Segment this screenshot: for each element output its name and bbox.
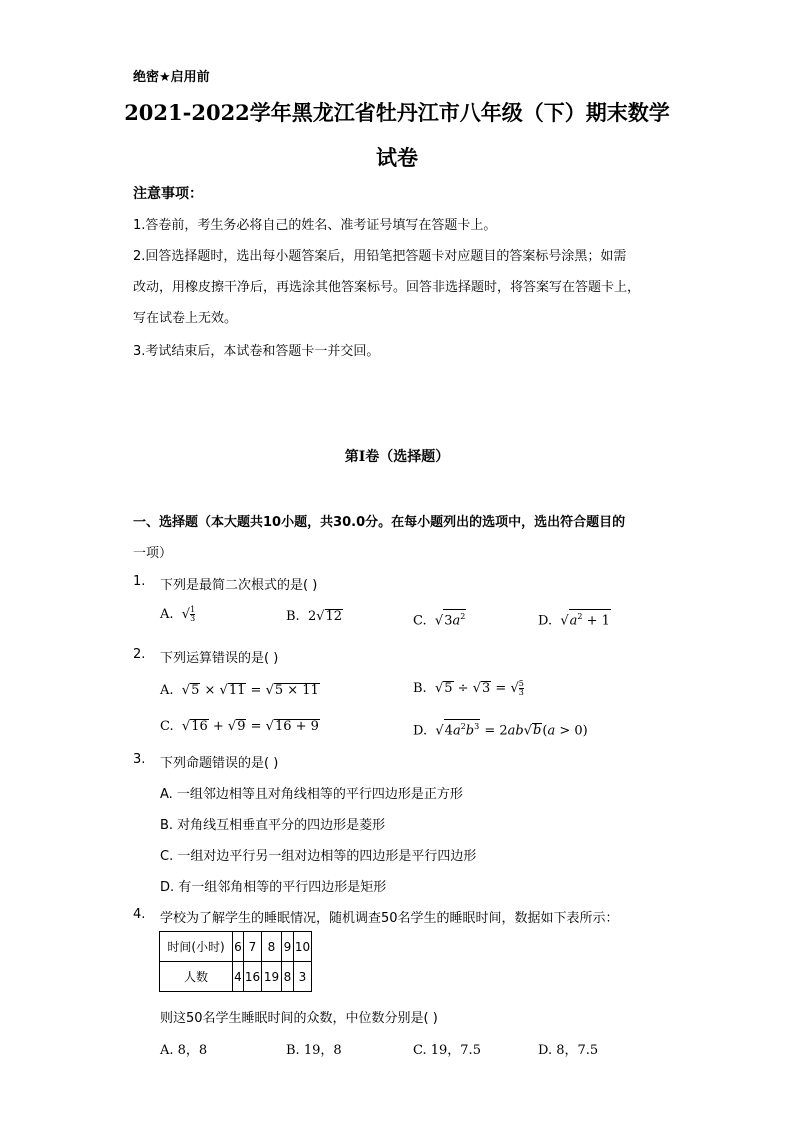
- table-cell: 6: [233, 932, 244, 962]
- q1-text: 下列是最简二次根式的是( ): [160, 578, 318, 593]
- q3-text: 下列命题错误的是( ): [160, 756, 279, 771]
- table-row: [160, 962, 312, 992]
- confidential-label: 绝密★启用前: [133, 70, 210, 85]
- q3-option-a: A. 一组邻边相等且对角线相等的平行四边形是正方形: [160, 787, 463, 802]
- exam-title: 2021-2022学年黑龙江省牡丹江市八年级（下）期末数学: [124, 100, 670, 125]
- q2-option-c: C. √16 + √9 = √16 + 9: [160, 719, 319, 734]
- option-c-label: C.: [413, 613, 427, 629]
- q1-option-d: D. $√a^2 + 1$: [538, 609, 611, 628]
- q4-number: 4.: [133, 907, 146, 922]
- table-cell: 7: [244, 932, 262, 962]
- table-cell: 9: [282, 932, 294, 962]
- table-cell: 3: [294, 962, 312, 992]
- part-heading: 一、选择题（本大题共10小题，共30.0分。在每小题列出的选项中，选出符合题目的: [133, 515, 626, 530]
- section-title: 第I卷（选择题）: [344, 449, 450, 465]
- table-cell: 19: [262, 962, 282, 992]
- q4-question: 则这50名学生睡眠时间的众数，中位数分别是( ): [160, 1011, 438, 1026]
- q1-option-c: C. $√3a^2$: [413, 609, 466, 628]
- sleep-data-table: [159, 931, 312, 992]
- notice-item-2-end: 写在试卷上无效。: [133, 311, 238, 326]
- q2-option-b: B. √5 ÷ √3 = √ $\frac{5}{3}$: [413, 679, 524, 697]
- notice-item-2-cont: 改动，用橡皮擦干净后，再选涂其他答案标号。回答非选择题时，将答案写在答题卡上，: [133, 280, 641, 295]
- option-d-label: D.: [413, 723, 428, 739]
- q1-option-b: B. 2√12: [286, 609, 343, 624]
- notice-item-3: 3.考试结束后，本试卷和答题卡一并交回。: [133, 344, 380, 359]
- q4-option-c: C. 19，7.5: [413, 1043, 481, 1058]
- option-a-label: A.: [160, 683, 174, 698]
- q2-option-d: D. $√4a^2b^3 = 2ab√b(a > 0)$: [413, 719, 588, 738]
- option-a-label: A.: [160, 607, 174, 622]
- table-cell: 8: [282, 962, 294, 992]
- option-d-label: D.: [538, 613, 553, 629]
- table-cell: 8: [262, 932, 282, 962]
- notice-heading: 注意事项：: [133, 186, 203, 202]
- q2-text: 下列运算错误的是( ): [160, 651, 279, 666]
- table-header-cell: 时间(小时): [160, 932, 233, 962]
- notice-item-1: 1.答卷前，考生务必将自己的姓名、准考证号填写在答题卡上。: [133, 218, 497, 233]
- table-row: [160, 932, 312, 962]
- q2-option-a: A. √5 × √11 = √5 × 11: [160, 683, 319, 698]
- table-cell: 16: [244, 962, 262, 992]
- q4-option-d: D. 8，7.5: [538, 1043, 599, 1058]
- q2-number: 2.: [133, 647, 146, 662]
- table-header-cell: 人数: [160, 962, 233, 992]
- table-cell: 10: [294, 932, 312, 962]
- option-c-label: C.: [160, 719, 174, 734]
- q3-option-c: C. 一组对边平行另一组对边相等的四边形是平行四边形: [160, 849, 477, 864]
- q4-option-a: A. 8，8: [160, 1043, 208, 1058]
- notice-item-2: 2.回答选择题时，选出每小题答案后，用铅笔把答题卡对应题目的答案标号涂黑；如需: [133, 249, 627, 264]
- q3-option-b: B. 对角线互相垂直平分的四边形是菱形: [160, 818, 386, 833]
- q1-number: 1.: [133, 574, 146, 589]
- exam-title-line2: 试卷: [376, 145, 418, 170]
- option-b-label: B.: [413, 681, 427, 696]
- q3-number: 3.: [133, 752, 146, 767]
- q4-text: 学校为了解学生的睡眠情况，随机调查50名学生的睡眠时间，数据如下表所示：: [160, 911, 619, 926]
- option-b-label: B.: [286, 609, 300, 624]
- q1-option-a: A. √ $\frac{1}{3}$: [160, 605, 196, 623]
- q4-option-b: B. 19，8: [286, 1043, 342, 1058]
- part-heading-cont: 一项）: [133, 546, 173, 561]
- table-cell: 4: [233, 962, 244, 992]
- q3-option-d: D. 有一组邻角相等的平行四边形是矩形: [160, 880, 387, 895]
